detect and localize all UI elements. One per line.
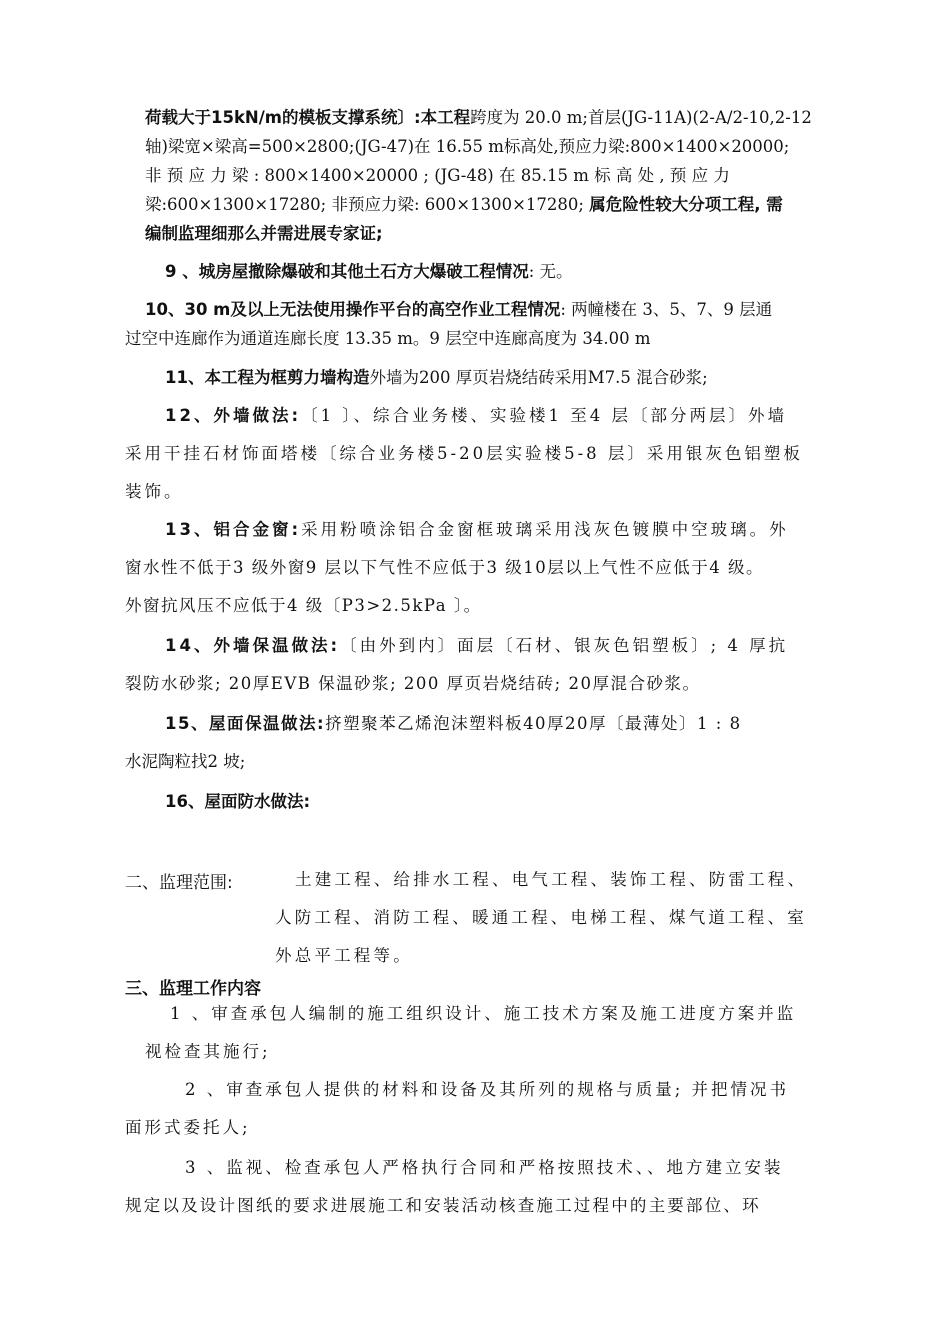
item-15-line2: 水泥陶粒找2 坡;: [125, 752, 246, 771]
para8-line3: 非 预 应 力 梁 : 800×1400×20000 ; (JG-48) 在 85.15 m 标 高 处 , 预 应 力: [145, 166, 730, 185]
para8-line5: 编制监理细那么并需进展专家证;: [145, 224, 383, 243]
item-9-title: 9 、城房屋撤除爆破和其他土石方大爆破工程情况: [165, 262, 529, 281]
item-9: [165, 260, 573, 284]
item-14-line2: 裂防水砂浆; 20厚EVB 保温砂浆; 200 厚页岩烧结砖; 20厚混合砂浆。: [125, 674, 701, 693]
item-10-line2: 过空中连廊作为通道连廊长度 13.35 m。9 层空中连廊高度为 34.00 m: [125, 329, 651, 348]
item-14-title: 14、外墙保温做法:: [165, 636, 341, 655]
para8-text-1: 跨度为 20.0 m;首层(JG-11A)(2-A/2-10,2-12: [470, 108, 812, 127]
para8-line2: 轴)梁宽×梁高=500×2800;(JG-47)在 16.55 m标高处,预应力梁:800×1400×20000;: [145, 137, 790, 156]
item-10-title: 10、30 m及以上无法使用操作平台的高空作业工程情况: [145, 300, 561, 319]
section-3-item1-line1: 1 、审查承包人编制的施工组织设计、施工技术方案及施工进度方案并监: [170, 1004, 797, 1023]
item-12-line1: [165, 404, 787, 428]
item-15-title: 15、屋面保温做法:: [165, 714, 326, 733]
item-10-line1: [145, 298, 772, 322]
item-15-text: 挤塑聚苯乙烯泡沫塑料板40厚20厚〔最薄处〕1 : 8: [325, 714, 742, 733]
section-3-item3-line1: 3 、监视、检查承包人严格执行合同和严格按照技术、、地方建立安装: [185, 1158, 784, 1177]
item-13-title: 13、铝合金窗:: [165, 520, 302, 539]
item-12-text: 〔1 〕、综合业务楼、实验楼1 至4 层〔部分两层〕外墙: [301, 406, 788, 425]
item-12-line3: 装饰。: [125, 482, 184, 501]
section-3-item2-line1: 2 、审查承包人提供的材料和设备及其所列的规格与质量; 并把情况书: [185, 1080, 790, 1099]
section-2-heading: 二、监理范围:: [125, 873, 233, 893]
item-14-text: 〔由外到内〕面层〔石材、银灰色铝塑板〕; 4 厚抗: [340, 636, 789, 655]
para8-line4: [145, 193, 783, 217]
item-13-line3: 外窗抗风压不应低于4 级〔P3>2.5kPa 〕。: [125, 596, 482, 615]
para8-bold-2: 本工程: [420, 108, 471, 127]
item-16-title: 16、屋面防水做法:: [165, 792, 311, 811]
item-13-line2: 窗水性不低于3 级外窗9 层以下气性不应低于3 级10层以上气性不应低于4 级。: [125, 558, 764, 577]
para8-bold-4: 属危险性较大分项工程, 需: [589, 195, 783, 214]
item-14-line1: [165, 634, 788, 658]
section-3-heading: 三、监理工作内容: [125, 979, 261, 999]
item-15-line1: [165, 712, 742, 736]
item-12-line2: 采用干挂石材饰面塔楼〔综合业务楼5-20层实验楼5-8 层〕采用银灰色铝塑板: [125, 444, 803, 463]
item-11-text: 外墙为200 厚页岩烧结砖采用M7.5 混合砂浆;: [369, 368, 708, 387]
section-3-item2-line2: 面形式委托人;: [125, 1118, 251, 1137]
item-13-line1: [165, 518, 789, 542]
item-13-text: 采用粉喷涂铝合金窗框玻璃采用浅灰色镀膜中空玻璃。外: [301, 520, 789, 539]
item-11: [165, 366, 708, 390]
section-2-line1: 土建工程、给排水工程、电气工程、装饰工程、防雷工程、: [295, 870, 808, 889]
item-16: [165, 790, 310, 814]
item-12-title: 12、外墙做法:: [165, 406, 302, 425]
item-11-title: 11、本工程为框剪力墙构造: [165, 368, 370, 387]
section-3-item3-line2: 规定以及设计图纸的要求进展施工和安装活动核查施工过程中的主要部位、环: [125, 1196, 761, 1215]
para8-line1: [145, 106, 812, 130]
para8-bold-1: 荷载大于15kN/m的模板支撑系统〕:: [145, 108, 421, 127]
item-9-text: : 无。: [528, 262, 573, 281]
para8-text-4: 梁:600×1300×17280; 非预应力梁: 600×1300×17280;: [145, 195, 584, 214]
section-2-line2: 人防工程、消防工程、暖通工程、电梯工程、煤气道工程、室: [275, 908, 807, 927]
section-3-item1-line2: 视检查其施行;: [145, 1042, 271, 1061]
item-10-text: : 两幢楼在 3、5、7、9 层通: [560, 300, 773, 319]
section-2-line3: 外总平工程等。: [275, 946, 413, 965]
